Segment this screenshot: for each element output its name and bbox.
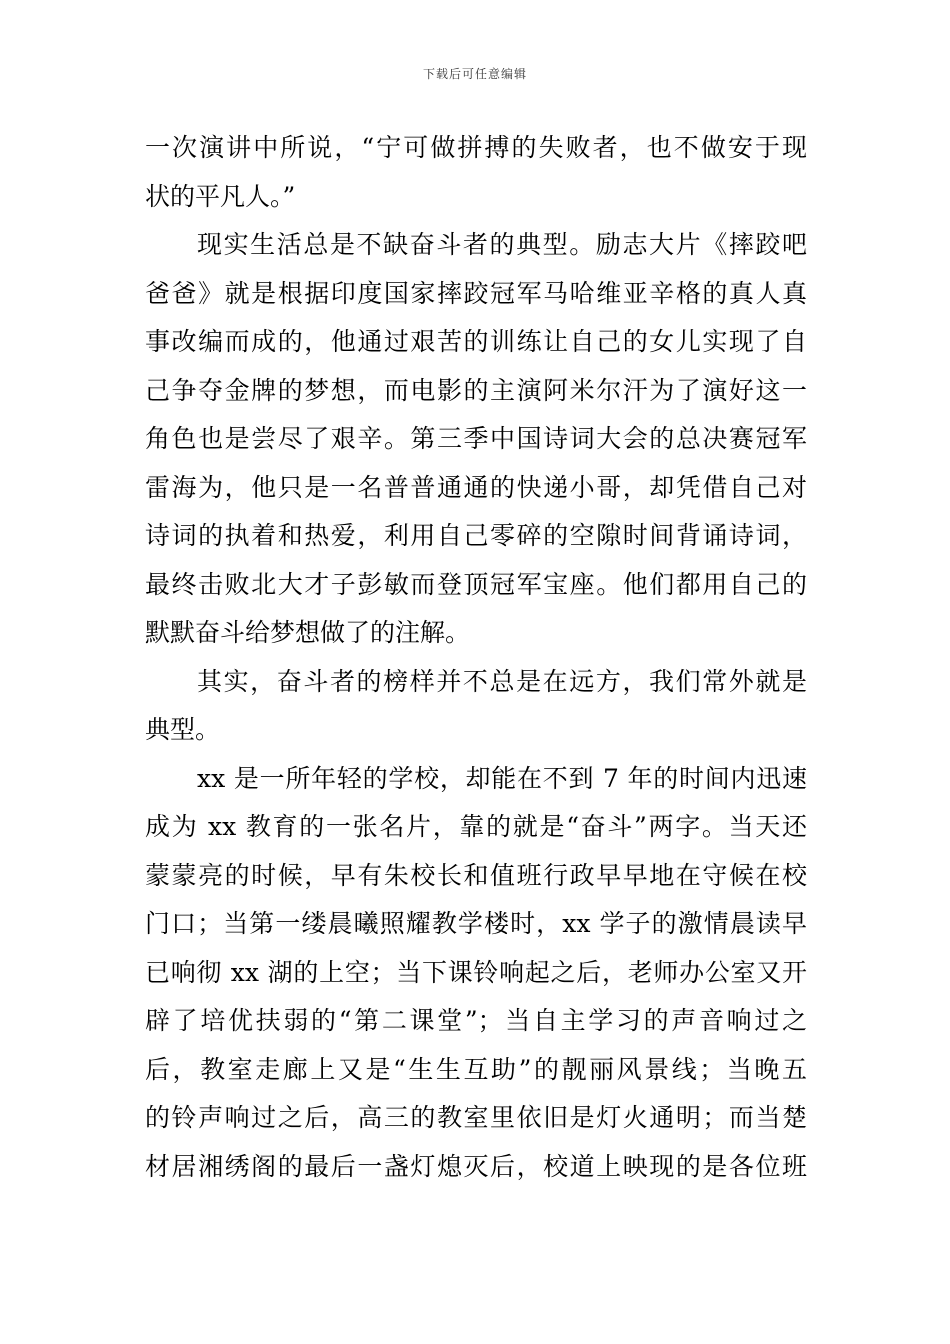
text-line: 已响彻 xx 湖的上空；当下课铃响起之后，老师办公室又开 — [145, 957, 807, 987]
text-line: 雷海为，他只是一名普普通通的快递小哥，却凭借自己对 — [145, 472, 807, 502]
text-line: 后，教室走廊上又是“生生互助”的靓丽风景线；当晚五 — [145, 1054, 807, 1084]
text-line: 辟了培优扶弱的“第二课堂”；当自主学习的声音响过之 — [145, 1006, 807, 1035]
text-line: 的铃声响过之后，高三的教室里依旧是灯火通明；而当楚 — [145, 1103, 807, 1132]
header-note: 下载后可任意编辑 — [422, 67, 527, 81]
text-line: 典型。 — [145, 715, 221, 744]
paragraph-first-line: xx 是一所年轻的学校，却能在不到 7 年的时间内迅速 — [197, 763, 807, 793]
text-line: 状的平凡人。” — [145, 181, 296, 211]
text-line: 角色也是尝尽了艰辛。第三季中国诗词大会的总决赛冠军 — [145, 424, 807, 453]
text-line: 爸爸》就是根据印度国家摔跤冠军马哈维亚辛格的真人真 — [145, 278, 807, 308]
text-line: 诗词的执着和热爱，利用自己零碎的空隙时间背诵诗词， — [145, 521, 807, 550]
text-line: 成为 xx 教育的一张名片，靠的就是“奋斗”两字。当天还 — [145, 812, 807, 841]
text-line: 门口；当第一缕晨曦照耀教学楼时，xx 学子的激情晨读早 — [145, 909, 807, 938]
paragraph-first-line: 其实，奋斗者的榜样并不总是在远方，我们常外就是 — [197, 666, 807, 696]
body-text — [145, 124, 807, 1191]
text-line: 事改编而成的，他通过艰苦的训练让自己的女儿实现了自 — [145, 327, 807, 356]
text-line: 材居湘绣阁的最后一盏灯熄灭后，校道上映现的是各位班 — [145, 1151, 807, 1181]
text-line: 蒙蒙亮的时候，早有朱校长和值班行政早早地在守候在校 — [145, 860, 807, 890]
text-line: 最终击败北大才子彭敏而登顶冠军宝座。他们都用自己的 — [145, 569, 807, 599]
paragraph-first-line: 现实生活总是不缺奋斗者的典型。励志大片《摔跤吧 — [197, 230, 807, 259]
text-line: 默默奋斗给梦想做了的注解。 — [145, 618, 471, 647]
text-line: 己争夺金牌的梦想，而电影的主演阿米尔汗为了演好这一 — [145, 375, 807, 405]
text-line: 一次演讲中所说，“宁可做拼搏的失败者，也不做安于现 — [145, 133, 807, 162]
